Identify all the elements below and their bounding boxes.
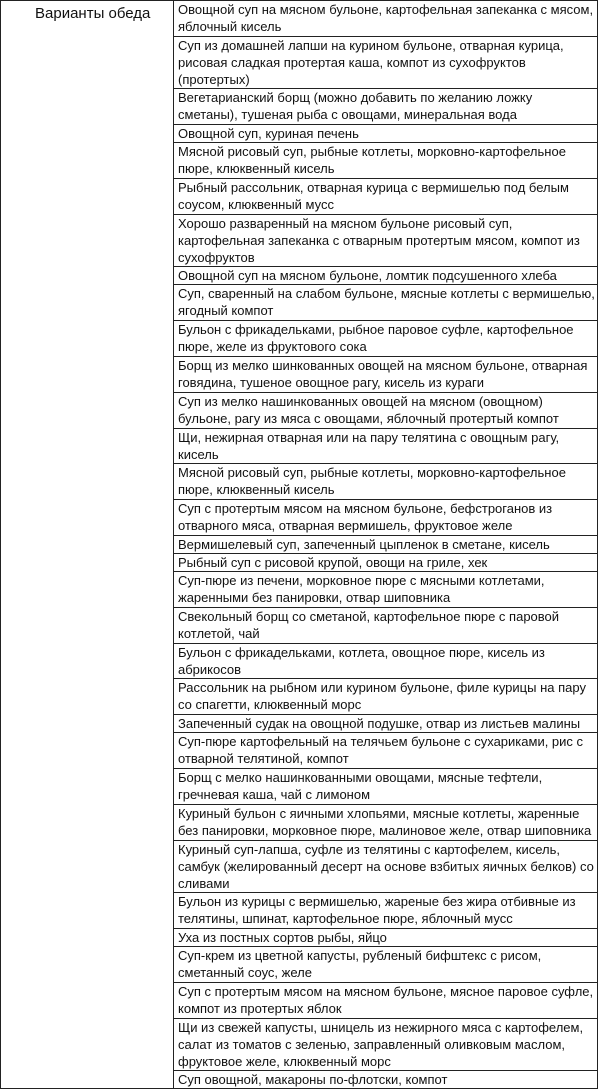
lunch-option-cell: Мясной рисовый суп, рыбные котлеты, морковно-картофельное пюре, клюквенный кисель <box>174 143 598 179</box>
lunch-option-cell: Рыбный рассольник, отварная курица с вермишелью под белым соусом, клюквенный мусс <box>174 179 598 215</box>
lunch-options-label: Варианты обеда <box>1 1 174 1089</box>
lunch-option-cell: Щи из свежей капусты, шницель из нежирного мяса с картофелем, салат из томатов с зеленью, заправленный оливковым маслом, фруктовое желе, клюквенный морс <box>174 1019 598 1071</box>
lunch-option-cell: Суп-пюре картофельный на телячьем бульоне с сухариками, рис с отварной телятиной, компот <box>174 733 598 769</box>
lunch-option-cell: Бульон с фрикадельками, рыбное паровое суфле, картофельное пюре, желе из фруктового сока <box>174 321 598 357</box>
table-body <box>1 1 598 1089</box>
lunch-option-cell: Запеченный судак на овощной подушке, отвар из листьев малины <box>174 715 598 733</box>
lunch-option-cell: Куриный бульон с яичными хлопьями, мясные котлеты, жаренные без панировки, морковное пюре, малиновое желе, отвар шиповника <box>174 805 598 841</box>
lunch-option-cell: Вермишелевый суп, запеченный цыпленок в сметане, кисель <box>174 536 598 554</box>
lunch-option-cell: Мясной рисовый суп, рыбные котлеты, морковно-картофельное пюре, клюквенный кисель <box>174 464 598 500</box>
table-row <box>1 1 598 37</box>
lunch-option-cell: Борщ из мелко шинкованных овощей на мясном бульоне, отварная говядина, тушеное овощное рагу, кисель из кураги <box>174 357 598 393</box>
lunch-option-cell: Суп с протертым мясом на мясном бульоне, бефстроганов из отварного мяса, отварная вермишель, фруктовое желе <box>174 500 598 536</box>
lunch-option-cell: Куриный суп-лапша, суфле из телятины с картофелем, кисель, самбук (желированный десерт на основе взбитых яичных белков) со сливами <box>174 841 598 893</box>
lunch-option-cell: Суп овощной, макароны по-флотски, компот <box>174 1071 598 1089</box>
lunch-option-cell: Рыбный суп с рисовой крупой, овощи на гриле, хек <box>174 554 598 572</box>
lunch-option-cell: Суп-пюре из печени, морковное пюре с мясными котлетами, жаренными без панировки, отвар шиповника <box>174 572 598 608</box>
lunch-option-cell: Свекольный борщ со сметаной, картофельное пюре с паровой котлетой, чай <box>174 608 598 644</box>
lunch-option-cell: Суп, сваренный на слабом бульоне, мясные котлеты с вермишелью, ягодный компот <box>174 285 598 321</box>
lunch-option-cell: Суп из домашней лапши на курином бульоне, отварная курица, рисовая сладкая протертая каша, компот из сухофруктов (протертых) <box>174 37 598 89</box>
lunch-option-cell: Вегетарианский борщ (можно добавить по желанию ложку сметаны), тушеная рыба с овощами, минеральная вода <box>174 89 598 125</box>
lunch-option-cell: Уха из постных сортов рыбы, яйцо <box>174 929 598 947</box>
lunch-option-cell: Бульон с фрикадельками, котлета, овощное пюре, кисель из абрикосов <box>174 644 598 679</box>
lunch-option-cell: Суп с протертым мясом на мясном бульоне, мясное паровое суфле, компот из протертых яблок <box>174 983 598 1019</box>
lunch-option-cell: Суп-крем из цветной капусты, рубленый бифштекс с рисом, сметанный соус, желе <box>174 947 598 983</box>
lunch-option-cell: Овощной суп на мясном бульоне, картофельная запеканка с мясом, яблочный кисель <box>174 1 598 37</box>
lunch-option-cell: Щи, нежирная отварная или на пару телятина с овощным рагу, кисель <box>174 429 598 464</box>
lunch-option-cell: Рассольник на рыбном или курином бульоне, филе курицы на пару со спагетти, клюквенный морс <box>174 679 598 715</box>
lunch-option-cell: Овощной суп, куриная печень <box>174 125 598 143</box>
lunch-option-cell: Бульон из курицы с вермишелью, жареные без жира отбивные из телятины, шпинат, картофельное пюре, яблочный мусс <box>174 893 598 929</box>
lunch-option-cell: Суп из мелко нашинкованных овощей на мясном (овощном) бульоне, рагу из мяса с овощами, яблочный протертый компот <box>174 393 598 429</box>
lunch-option-cell: Хорошо разваренный на мясном бульоне рисовый суп, картофельная запеканка с отварным протертым мясом, компот из сухофруктов <box>174 215 598 267</box>
lunch-option-cell: Овощной суп на мясном бульоне, ломтик подсушенного хлеба <box>174 267 598 285</box>
lunch-option-cell: Борщ с мелко нашинкованными овощами, мясные тефтели, гречневая каша, чай с лимоном <box>174 769 598 805</box>
